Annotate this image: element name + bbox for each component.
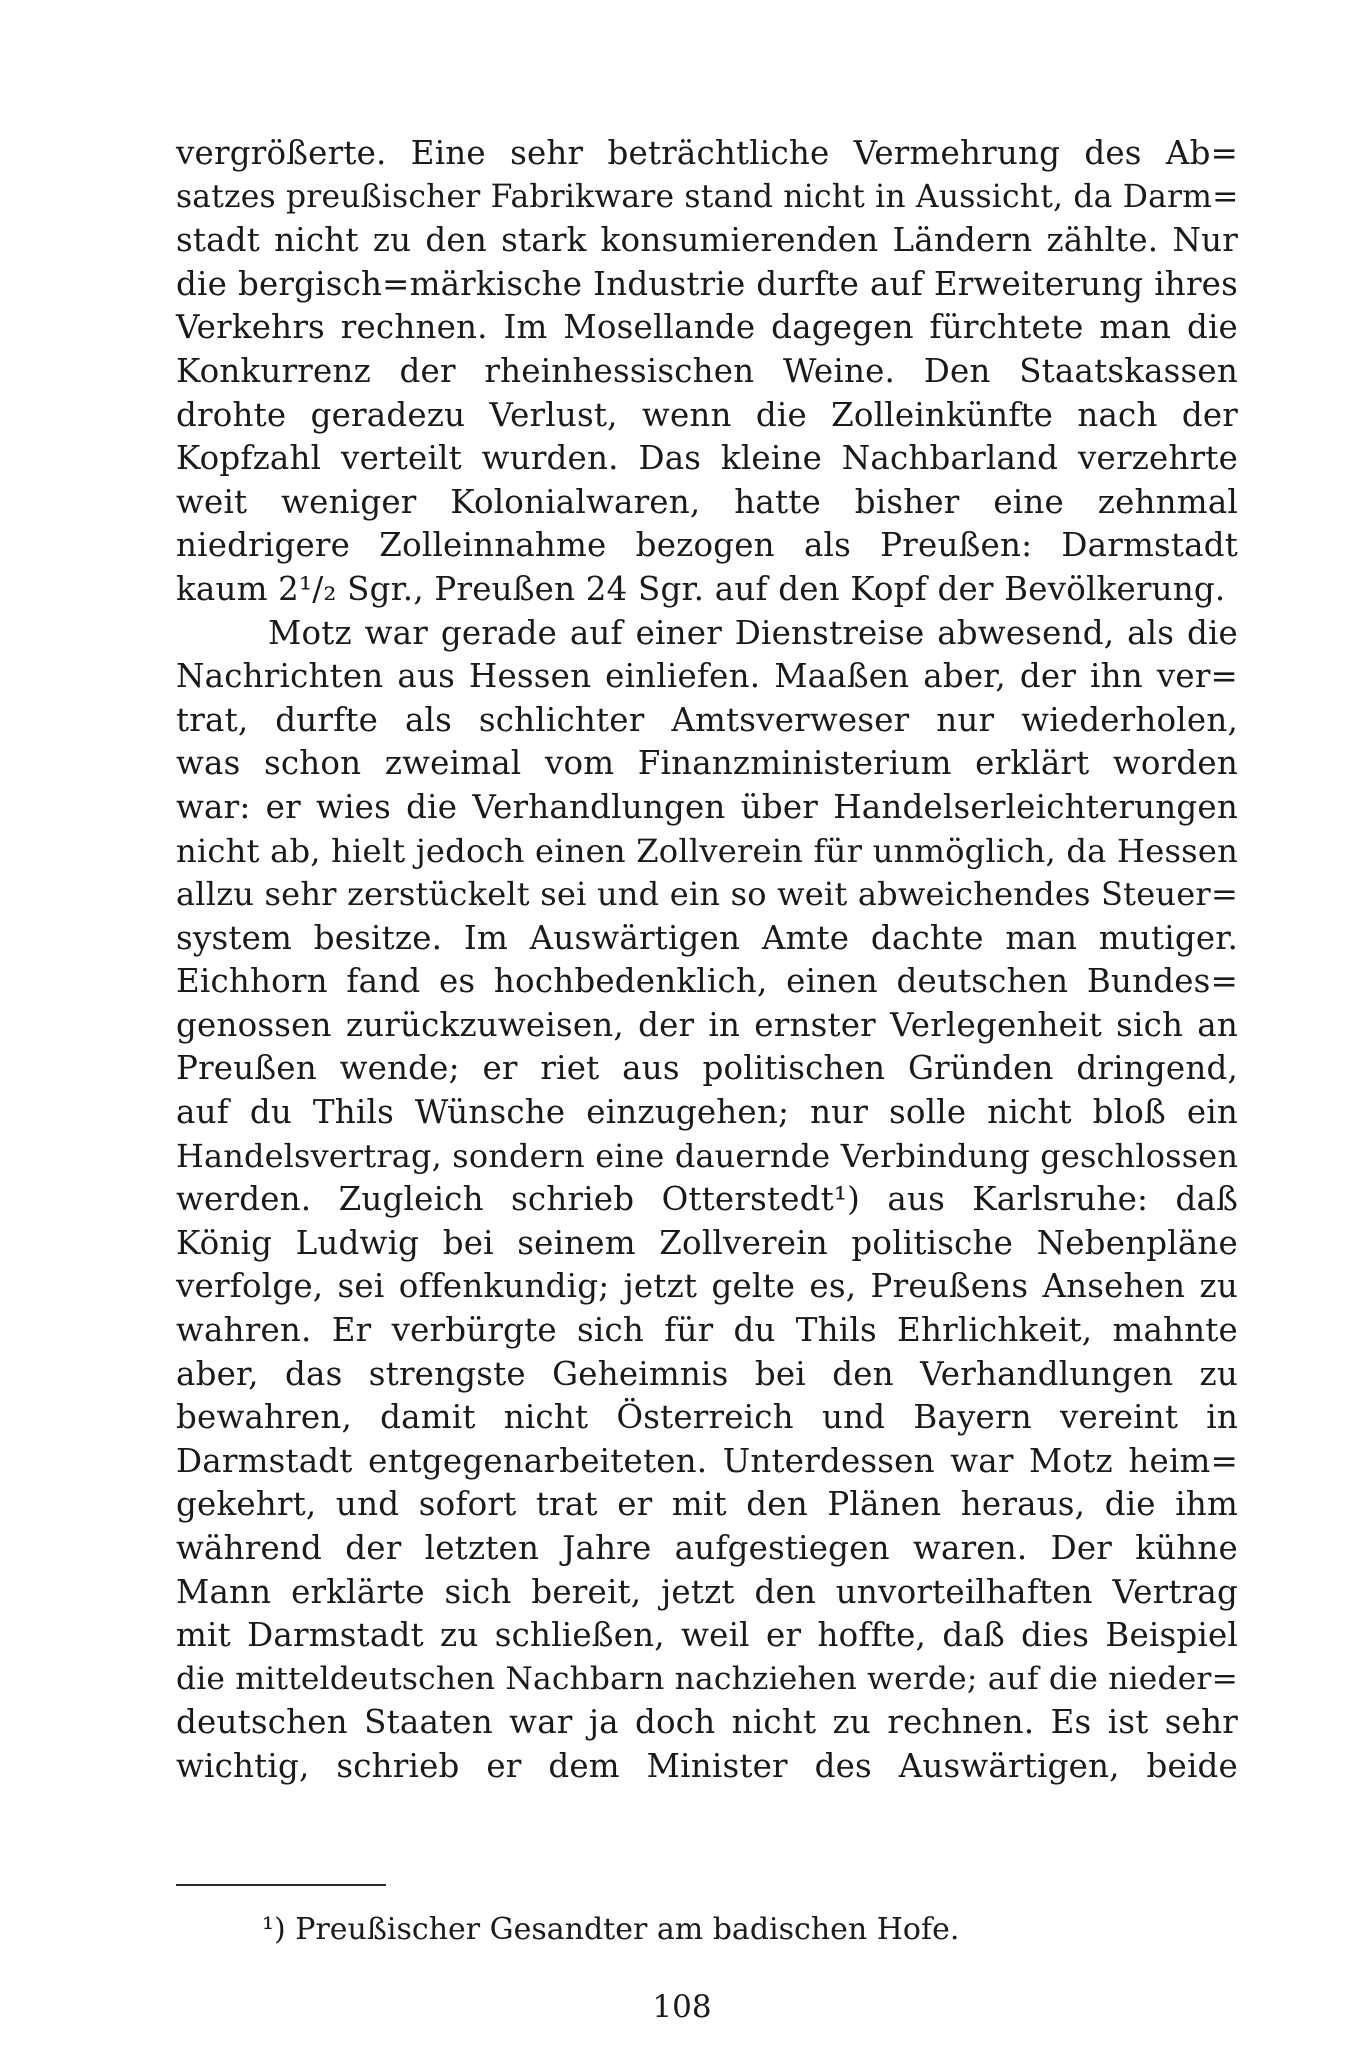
text-line: nicht ab, hielt jedoch einen Zollverein für unmöglich, da Hessen (176, 831, 1238, 870)
text-line: genossen zurückzuweisen, der in ernster Verlegenheit sich an (176, 1005, 1238, 1044)
text-line: Preußen wende; er riet aus politischen Gründen dringend, (176, 1049, 1238, 1088)
page-number: 108 (652, 1989, 712, 2025)
text-line: Nachrichten aus Hessen einliefen. Maaßen aber, der ihn ver= (176, 657, 1238, 696)
text-line: gekehrt, und sofort trat er mit den Plänen heraus, die ihm (176, 1485, 1238, 1524)
text-line-paragraph-start: Motz war gerade auf einer Dienstreise abwesend, als die (268, 613, 1238, 652)
text-line: Darmstadt entgegenarbeiteten. Unterdessen war Motz heim= (176, 1441, 1238, 1480)
text-line: system besitze. Im Auswärtigen Amte dachte man mutiger. (176, 918, 1238, 957)
text-line: werden. Zugleich schrieb Otterstedt¹) aus Karlsruhe: daß (176, 1180, 1238, 1219)
text-line: auf du Thils Wünsche einzugehen; nur solle nicht bloß ein (176, 1093, 1238, 1132)
text-line: mit Darmstadt zu schließen, weil er hoffte, daß dies Beispiel (176, 1616, 1238, 1655)
text-line: wahren. Er verbürgte sich für du Thils Ehrlichkeit, mahnte (176, 1311, 1238, 1350)
text-line: vergrößerte. Eine sehr beträchtliche Vermehrung des Ab= (176, 134, 1238, 172)
text-line: weit weniger Kolonialwaren, hatte bisher eine zehnmal (176, 482, 1238, 521)
text-line: Verkehrs rechnen. Im Mosellande dagegen fürchtete man die (176, 308, 1238, 347)
text-line: bewahren, damit nicht Österreich und Bayern vereint in (176, 1398, 1238, 1437)
text-line: stadt nicht zu den stark konsumierenden Ländern zählte. Nur (176, 221, 1238, 260)
text-line: verfolge, sei offenkundig; jetzt gelte es, Preußens Ansehen zu (176, 1267, 1238, 1306)
text-line-paragraph-end: kaum 2¹/₂ Sgr., Preußen 24 Sgr. auf den Kopf der Bevölkerung. (176, 569, 1226, 608)
text-line: die mitteldeutschen Nachbarn nachziehen werde; auf die nieder= (176, 1660, 1238, 1697)
text-line: während der letzten Jahre aufgestiegen waren. Der kühne (176, 1529, 1238, 1567)
body-text (176, 132, 1238, 1789)
text-line: Konkurrenz der rheinhessischen Weine. Den Staatskassen (176, 351, 1238, 390)
text-line: die bergisch=märkische Industrie durfte auf Erweiterung ihres (176, 264, 1238, 303)
text-line: allzu sehr zerstückelt sei und ein so weit abweichendes Steuer= (176, 875, 1238, 914)
text-line: deutschen Staaten war ja doch nicht zu rechnen. Es ist sehr (176, 1703, 1238, 1742)
text-line: aber, das strengste Geheimnis bei den Verhandlungen zu (176, 1354, 1238, 1393)
text-line: Mann erklärte sich bereit, jetzt den unvorteilhaften Vertrag (176, 1572, 1238, 1611)
text-line: wichtig, schrieb er dem Minister des Auswärtigen, beide (176, 1746, 1238, 1785)
text-line: trat, durfte als schlichter Amtsverweser nur wiederholen, (176, 700, 1238, 739)
text-line: niedrigere Zolleinnahme bezogen als Preußen: Darmstadt (176, 526, 1238, 565)
text-line: König Ludwig bei seinem Zollverein politische Nebenpläne (176, 1223, 1238, 1262)
text-line: Eichhorn fand es hochbedenklich, einen deutschen Bundes= (176, 962, 1238, 1001)
text-line: satzes preußischer Fabrikware stand nicht in Aussicht, da Darm= (176, 178, 1239, 215)
text-line: Kopfzahl verteilt wurden. Das kleine Nachbarland verzehrte (176, 439, 1238, 478)
footnote: ¹) Preußischer Gesandter am badischen Hofe. (262, 1912, 960, 1947)
text-line: was schon zweimal vom Finanzministerium erklärt worden (176, 744, 1238, 783)
footnote-divider (176, 1884, 386, 1886)
text-line: drohte geradezu Verlust, wenn die Zolleinkünfte nach der (176, 395, 1238, 434)
text-line: war: er wies die Verhandlungen über Handelserleichterungen (176, 787, 1238, 826)
text-line: Handelsvertrag, sondern eine dauernde Verbindung geschlossen (176, 1136, 1239, 1175)
